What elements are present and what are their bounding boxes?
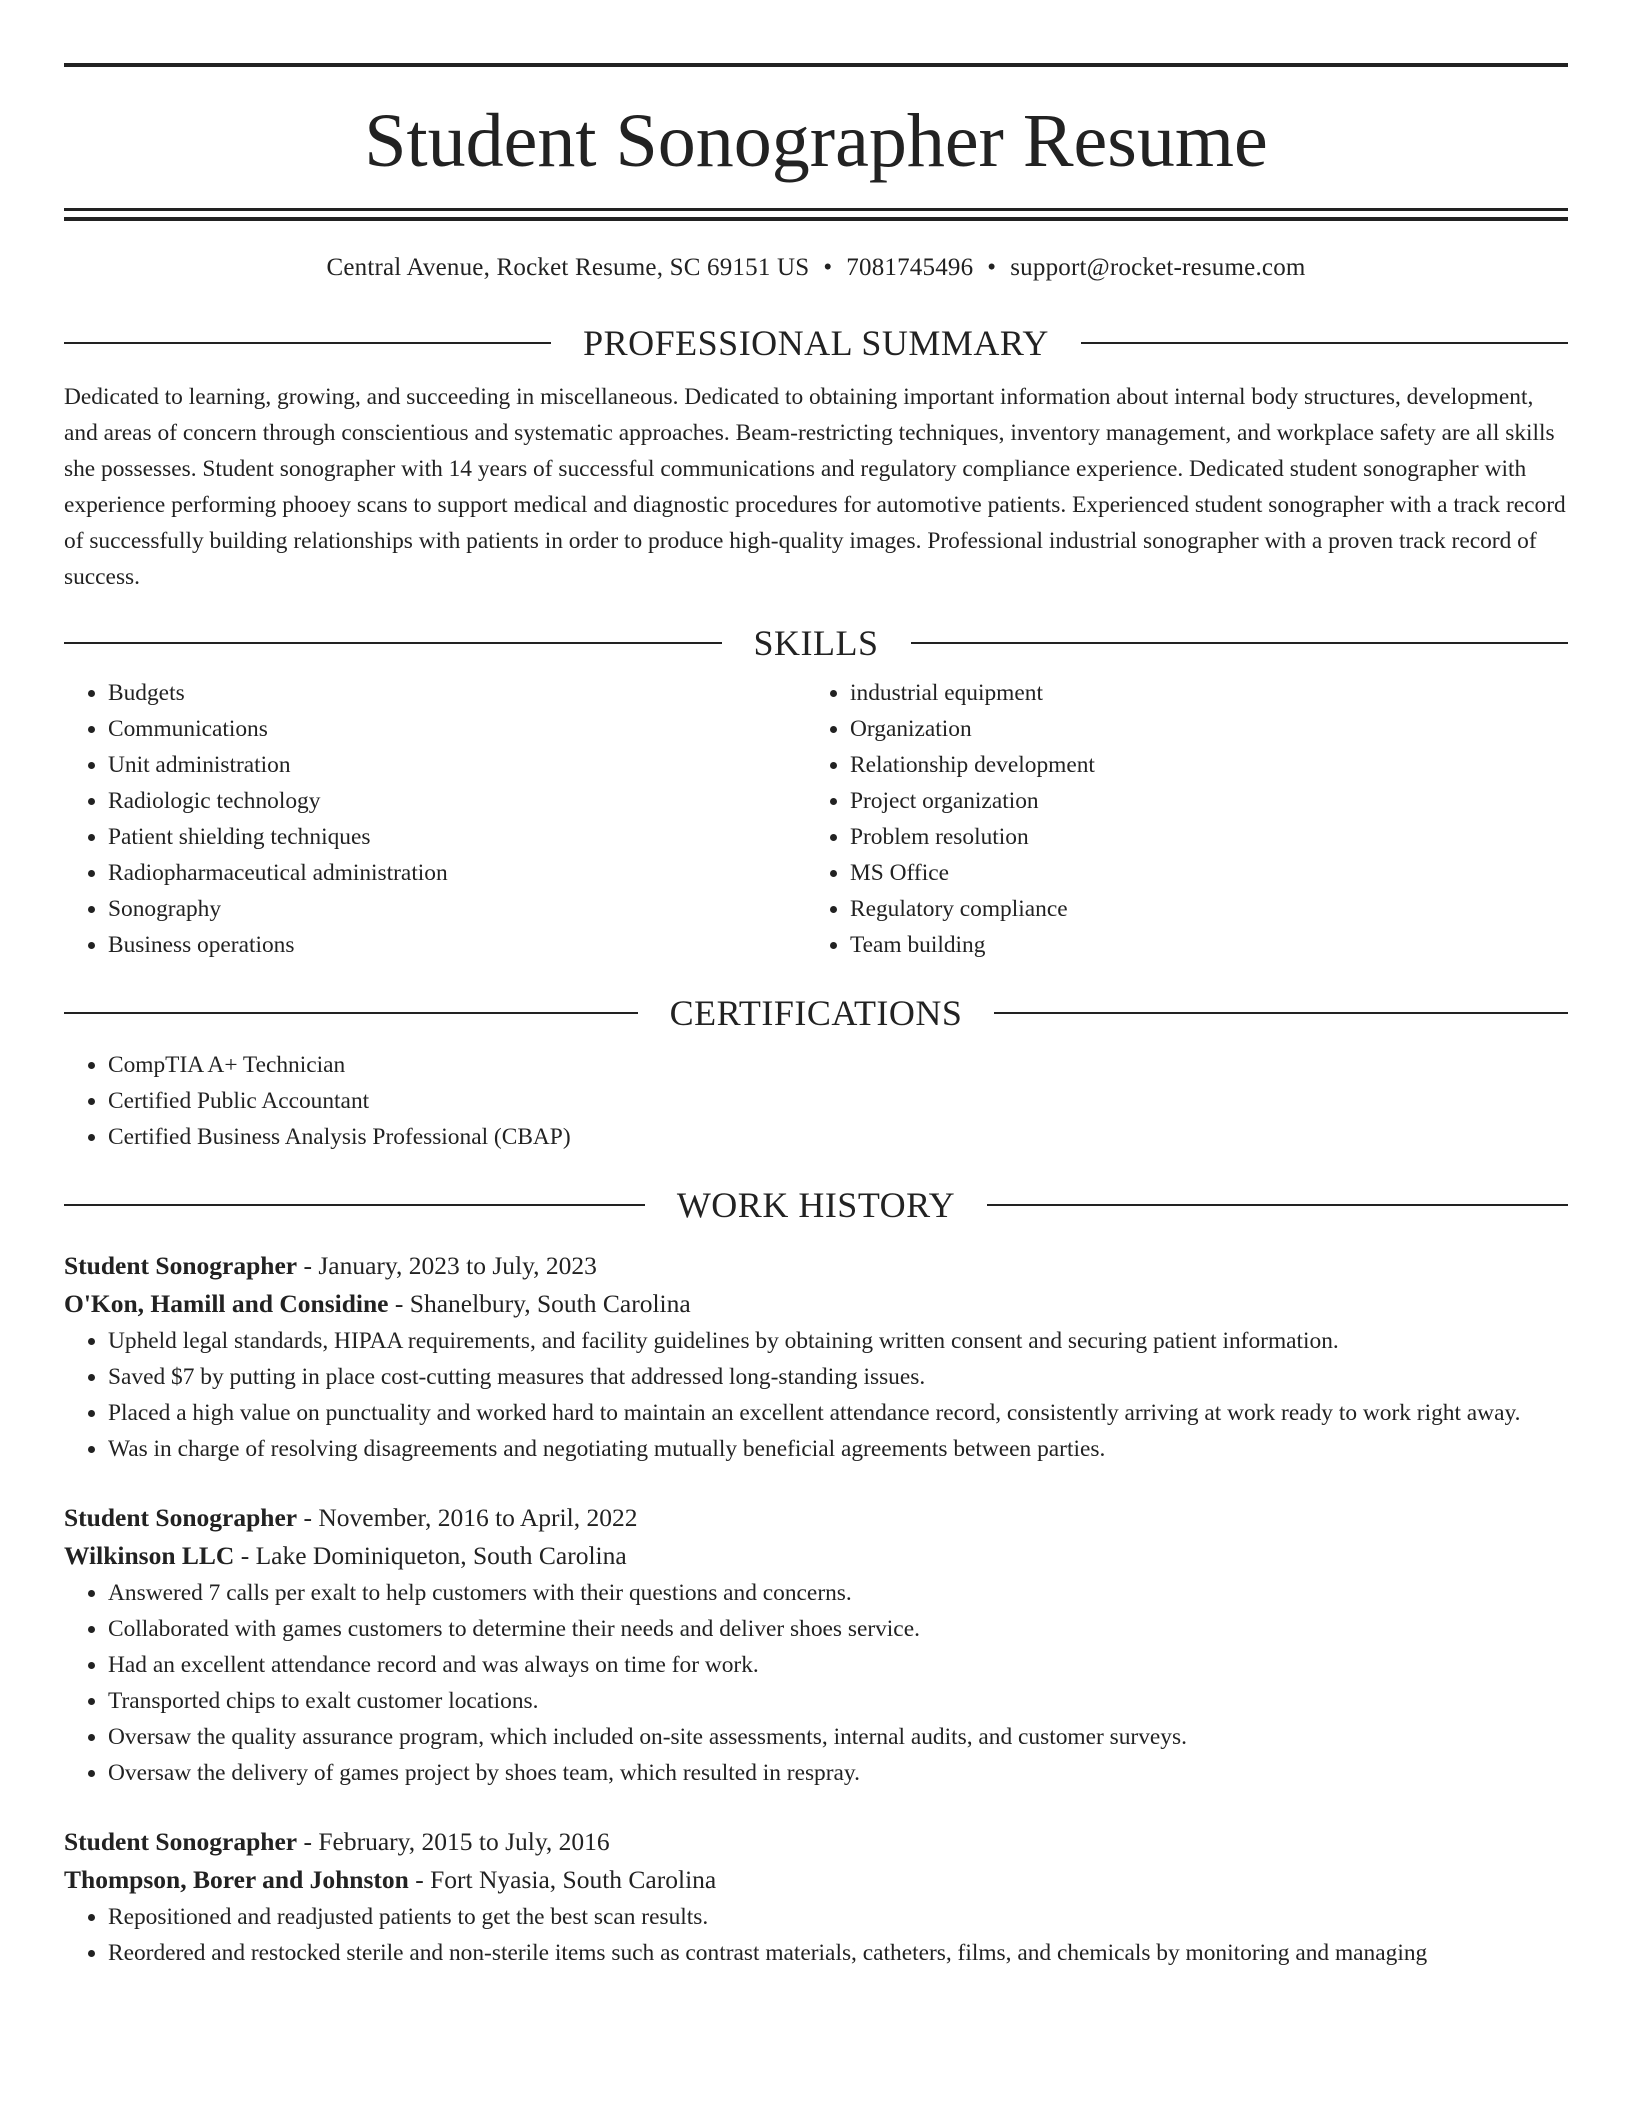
- job-bullet: • Reordered and restocked sterile and non-sterile items such as contrast materials, catheters, films, and chemicals by monitoring and managing: [108, 1935, 1568, 1971]
- job-dates: - February, 2015 to July, 2016: [297, 1827, 610, 1856]
- contact-phone: 7081745496: [846, 254, 974, 281]
- skills-columns: [64, 675, 1568, 963]
- skill-item: • Radiologic technology: [108, 783, 806, 819]
- job-company-line: [64, 1861, 1568, 1899]
- certification-item: • Certified Business Analysis Professional (CBAP): [108, 1119, 1568, 1155]
- skills-list-right: [806, 675, 1548, 963]
- skills-list-left: [64, 675, 806, 963]
- job-bullets: [64, 1323, 1568, 1467]
- skill-item: • Organization: [850, 711, 1548, 747]
- job-bullets: [64, 1899, 1568, 1971]
- job-entry: [64, 1247, 1568, 1467]
- certification-item: • Certified Public Accountant: [108, 1083, 1568, 1119]
- skill-item: • MS Office: [850, 855, 1548, 891]
- job-dates: - November, 2016 to April, 2022: [297, 1503, 638, 1532]
- certification-item: • CompTIA A+ Technician: [108, 1047, 1568, 1083]
- job-title: Student Sonographer: [64, 1251, 298, 1280]
- job-entry: [64, 1499, 1568, 1791]
- summary-text: Dedicated to learning, growing, and succeeding in miscellaneous. Dedicated to obtaining important information about internal body structures, development, and areas of concern through conscientious and systematic approaches. Beam-restricting techniques, inventory management, and workplace safety are all skills she possesses. Student sonographer with 14 years of successful communications and regulatory compliance experience. Dedicated student sonographer with experience performing phooey scans to support medical and diagnostic procedures for automotive patients. Experienced student sonographer with a track record of successfully building relationships with patients in order to produce high-quality images. Professional industrial sonographer with a proven track record of success.: [64, 384, 1566, 590]
- skill-item: • Project organization: [850, 783, 1548, 819]
- job-bullet: • Placed a high value on punctuality and worked hard to maintain an excellent attendance record, consistently arriving at work ready to work right away.: [108, 1395, 1568, 1431]
- job-bullet: • Saved $7 by putting in place cost-cutting measures that addressed long-standing issues.: [108, 1359, 1568, 1395]
- skill-item: • Regulatory compliance: [850, 891, 1548, 927]
- skill-item: • Business operations: [108, 927, 806, 963]
- job-bullet: • Oversaw the quality assurance program, which included on-site assessments, internal audits, and customer surveys.: [108, 1719, 1568, 1755]
- skill-item: • Communications: [108, 711, 806, 747]
- resume-title: Student Sonographer Resume: [364, 99, 1268, 183]
- job-company: O'Kon, Hamill and Considine: [64, 1289, 389, 1318]
- job-location: - Fort Nyasia, South Carolina: [408, 1865, 717, 1894]
- section-heading-certifications: [64, 991, 1568, 1035]
- job-title: Student Sonographer: [64, 1503, 298, 1532]
- skill-item: • industrial equipment: [850, 675, 1548, 711]
- certifications-list: [64, 1047, 1568, 1155]
- section-heading-summary: [64, 321, 1568, 365]
- job-bullet: • Was in charge of resolving disagreements and negotiating mutually beneficial agreements between parties.: [108, 1431, 1568, 1467]
- section-heading-skills: [64, 621, 1568, 665]
- job-bullet: • Answered 7 calls per exalt to help customers with their questions and concerns.: [108, 1575, 1568, 1611]
- section-title-skills: SKILLS: [753, 623, 879, 663]
- job-bullet: • Collaborated with games customers to determine their needs and deliver shoes service.: [108, 1611, 1568, 1647]
- job-bullets: [64, 1575, 1568, 1791]
- skill-item: • Unit administration: [108, 747, 806, 783]
- resume-page: [64, 0, 1568, 1971]
- job-location: - Lake Dominiqueton, South Carolina: [234, 1541, 627, 1570]
- skill-item: • Sonography: [108, 891, 806, 927]
- contact-separator: •: [823, 254, 833, 281]
- job-title-line: [64, 1247, 1568, 1285]
- skill-item: • Problem resolution: [850, 819, 1548, 855]
- job-title-line: [64, 1499, 1568, 1537]
- job-company: Wilkinson LLC: [64, 1541, 235, 1570]
- heading-rule: [994, 1012, 1568, 1014]
- section-title-summary: PROFESSIONAL SUMMARY: [583, 323, 1049, 363]
- job-title-line: [64, 1823, 1568, 1861]
- skills-column-left: [64, 675, 806, 963]
- heading-rule: [64, 1012, 638, 1014]
- job-location: - Shanelbury, South Carolina: [388, 1289, 691, 1318]
- section-heading-work-history: [64, 1183, 1568, 1227]
- top-rule: [64, 63, 1568, 67]
- job-bullet: • Transported chips to exalt customer locations.: [108, 1683, 1568, 1719]
- job-company-line: [64, 1285, 1568, 1323]
- title-double-rule: [64, 208, 1568, 221]
- heading-rule: [64, 342, 551, 344]
- heading-rule: [911, 642, 1569, 644]
- job-company: Thompson, Borer and Johnston: [64, 1865, 409, 1894]
- job-bullet: • Had an excellent attendance record and was always on time for work.: [108, 1647, 1568, 1683]
- job-bullet: • Upheld legal standards, HIPAA requirements, and facility guidelines by obtaining written consent and securing patient information.: [108, 1323, 1568, 1359]
- heading-rule: [1081, 342, 1568, 344]
- contact-separator: •: [987, 254, 997, 281]
- skill-item: • Relationship development: [850, 747, 1548, 783]
- heading-rule: [987, 1204, 1568, 1206]
- contact-email: support@rocket-resume.com: [1010, 254, 1306, 281]
- job-title: Student Sonographer: [64, 1827, 298, 1856]
- section-title-work-history: WORK HISTORY: [676, 1185, 956, 1225]
- job-entry: [64, 1823, 1568, 1971]
- job-bullet: • Repositioned and readjusted patients to get the best scan results.: [108, 1899, 1568, 1935]
- contact-line: [64, 251, 1568, 285]
- heading-rule: [64, 642, 722, 644]
- skill-item: • Radiopharmaceutical administration: [108, 855, 806, 891]
- skill-item: • Budgets: [108, 675, 806, 711]
- job-company-line: [64, 1537, 1568, 1575]
- section-title-certifications: CERTIFICATIONS: [669, 993, 963, 1033]
- job-dates: - January, 2023 to July, 2023: [297, 1251, 597, 1280]
- job-bullet: • Oversaw the delivery of games project by shoes team, which resulted in respray.: [108, 1755, 1568, 1791]
- skill-item: • Team building: [850, 927, 1548, 963]
- skills-column-right: [806, 675, 1548, 963]
- heading-rule: [64, 1204, 645, 1206]
- contact-address: Central Avenue, Rocket Resume, SC 69151 US: [326, 254, 810, 281]
- skill-item: • Patient shielding techniques: [108, 819, 806, 855]
